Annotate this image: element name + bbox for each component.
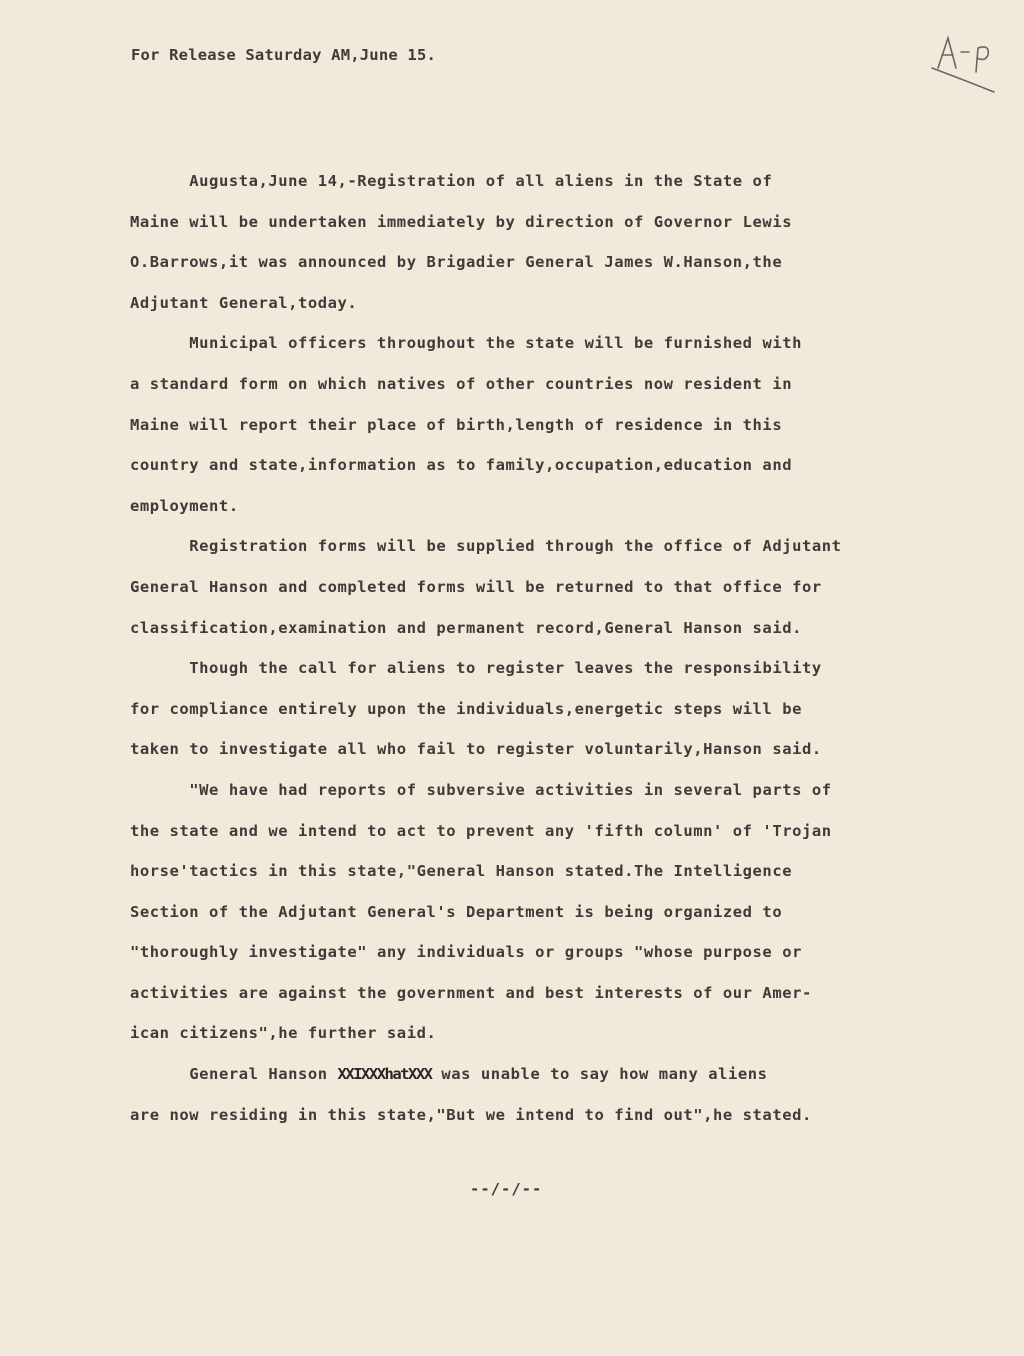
release-line: For Release Saturday AM,June 15.	[131, 46, 437, 64]
end-mark: --/-/--	[470, 1180, 543, 1198]
paragraph-5-line-7: ican citizens",he further said.	[130, 1024, 437, 1043]
paragraph-5-line-3: horse'tactics in this state,"General Hanson stated.The Intelligence	[130, 862, 793, 881]
struck-out-text: XXIXXXhatXXX	[337, 1065, 432, 1084]
paragraph-4-line-3: taken to investigate all who fail to register voluntarily,Hanson said.	[130, 740, 822, 759]
handwritten-ap-icon	[928, 28, 1008, 98]
paragraph-4-line-2: for compliance entirely upon the individuals,energetic steps will be	[130, 699, 802, 718]
paragraph-3-line-3: classification,examination and permanent record,General Hanson said.	[130, 618, 802, 637]
paragraph-2-line-4: country and state,information as to family,occupation,education and	[130, 456, 793, 475]
article-body	[130, 161, 1000, 1135]
text-line: "We have had reports of subversive activities in several parts of	[189, 780, 832, 799]
paragraph-5-line-1	[130, 770, 1000, 811]
text-segment: was unable to say how many aliens	[431, 1065, 768, 1084]
paragraph-2-line-1	[130, 323, 1000, 364]
text-line: Registration forms will be supplied through the office of Adjutant	[189, 537, 842, 556]
paragraph-3-line-2: General Hanson and completed forms will be returned to that office for	[130, 577, 822, 596]
text-segment: General Hanson	[189, 1065, 338, 1084]
paragraph-1-line-2: Maine will be undertaken immediately by direction of Governor Lewis	[130, 212, 793, 231]
text-line: Municipal officers throughout the state will be furnished with	[189, 334, 802, 353]
paragraph-2-line-3: Maine will report their place of birth,length of residence in this	[130, 415, 783, 434]
text-line: Though the call for aliens to register leaves the responsibility	[189, 659, 822, 678]
paragraph-2-line-2: a standard form on which natives of other countries now resident in	[130, 374, 793, 393]
paragraph-5-line-2: the state and we intend to act to prevent any 'fifth column' of 'Trojan	[130, 821, 832, 840]
text-line: Augusta,June 14,-Registration of all aliens in the State of	[189, 172, 773, 190]
paragraph-5-line-6: activities are against the government and best interests of our Amer-	[130, 983, 812, 1002]
paragraph-5-line-4: Section of the Adjutant General's Department is being organized to	[130, 902, 783, 921]
paragraph-6-line-1	[130, 1054, 1000, 1095]
paragraph-2-line-5: employment.	[130, 496, 239, 515]
paragraph-4-line-1	[130, 648, 1000, 689]
handwritten-corner-annotation	[928, 28, 1008, 98]
paragraph-3-line-1	[130, 526, 1000, 567]
paragraph-1-line-3: O.Barrows,it was announced by Brigadier General James W.Hanson,the	[130, 253, 783, 272]
paragraph-1-line-4: Adjutant General,today.	[130, 293, 358, 312]
paragraph-5-line-5: "thoroughly investigate" any individuals or groups "whose purpose or	[130, 943, 802, 962]
paragraph-6-line-2: are now residing in this state,"But we intend to find out",he stated.	[130, 1105, 812, 1124]
paragraph-1-line-1	[130, 161, 1000, 202]
